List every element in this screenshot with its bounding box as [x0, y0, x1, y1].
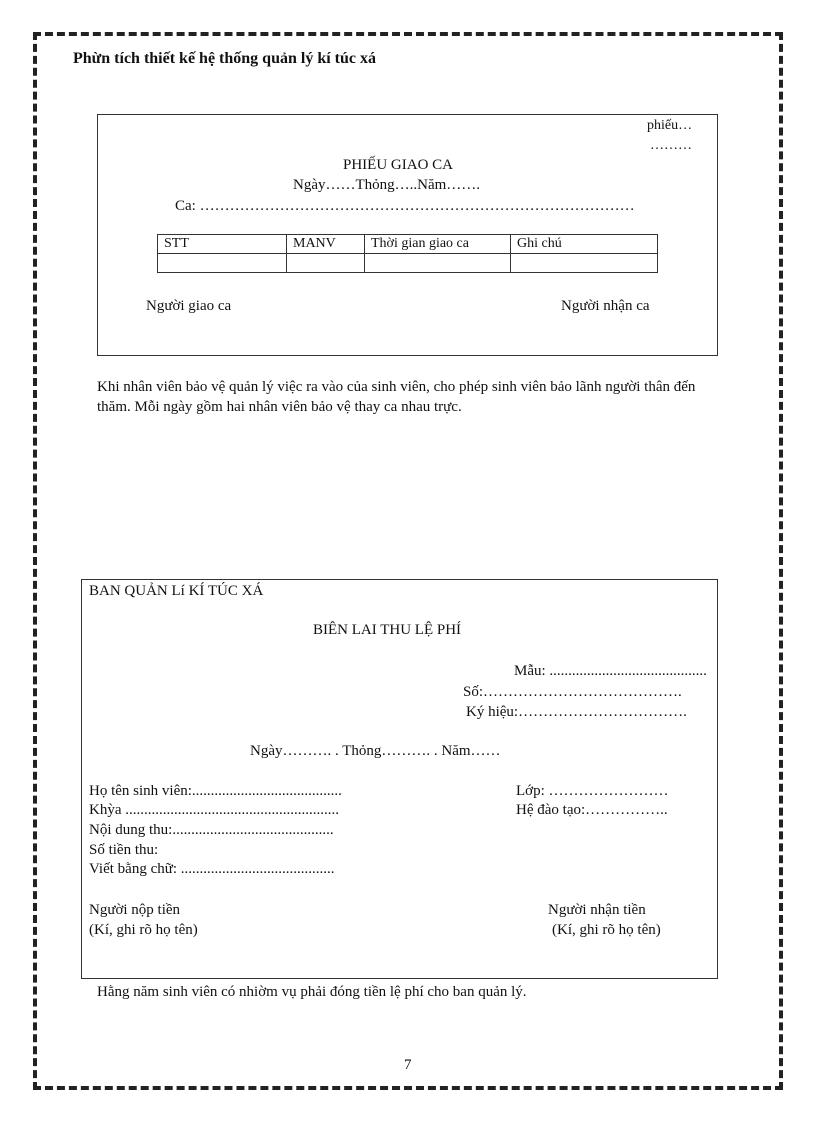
receipt-student-name: Họ tên sinh viên:........................................	[89, 783, 342, 799]
paragraph-2: Hằng năm sinh viên có nhiờm vụ phải đóng tiền lệ phí cho ban quản lý.	[97, 984, 527, 1000]
table-header-cell: STT	[158, 235, 287, 254]
receipt-payer-note: (Kí, ghi rõ họ tên)	[89, 922, 198, 938]
table-cell	[511, 254, 658, 273]
table-cell	[158, 254, 287, 273]
receipt-amount: Số tiền thu:	[89, 842, 159, 858]
receipt-payer: Người nộp tiền	[89, 902, 181, 918]
page-title: Phừn tích thiết kế hệ thống quản lý kí túc xá	[73, 50, 376, 67]
receipt-collector: Người nhận tiền	[548, 902, 646, 918]
handover-receiver: Người nhận ca	[561, 298, 650, 314]
receipt-org: BAN QUẢN Lí KÍ TÚC XÁ	[89, 583, 264, 599]
receipt-symbol: Ký hiệu:…………………………….	[466, 704, 687, 720]
handover-date-line: Ngày……Thỏng…..Năm…….	[293, 177, 481, 193]
form-corner-dots: ………	[650, 138, 692, 153]
handover-heading: PHIẾU GIAO CA	[343, 157, 453, 173]
receipt-number: Số:………………………………….	[463, 684, 682, 700]
form-corner-label: phiếu…	[647, 118, 693, 133]
receipt-faculty: Khỳa .........................................................	[89, 802, 339, 818]
receipt-collector-note: (Kí, ghi rõ họ tên)	[552, 922, 661, 938]
handover-table	[157, 234, 658, 273]
table-header-cell: Thời gian giao ca	[365, 235, 511, 254]
handover-shift-line: Ca: ……………………………………………………………………………	[175, 198, 635, 214]
table-row	[158, 254, 658, 273]
page-number: 7	[404, 1057, 412, 1073]
receipt-content: Nội dung thu:...........................................	[89, 822, 334, 838]
receipt-box	[81, 579, 718, 979]
receipt-date-line: Ngày………. . Thỏng………. . Năm……	[250, 743, 501, 759]
receipt-class: Lớp: ……………………	[516, 783, 669, 799]
table-header-cell: MANV	[287, 235, 365, 254]
receipt-heading: BIÊN LAI THU LỆ PHÍ	[313, 622, 462, 638]
handover-giver: Người giao ca	[146, 298, 232, 314]
receipt-form-code: Mẫu: ..........................................	[514, 663, 707, 679]
table-header-cell: Ghi chú	[511, 235, 658, 254]
table-cell	[365, 254, 511, 273]
receipt-in-words: Viết bằng chữ: .........................................	[89, 861, 335, 877]
paragraph-1: Khi nhân viên bảo vệ quản lý việc ra vào của sinh viên, cho phép sinh viên bảo lãnh người thân đến thăm. Mỗi ngày gồm hai nhân viên bảo vệ thay ca nhau trực.	[97, 379, 696, 415]
table-header-row	[158, 235, 658, 254]
receipt-training: Hệ đào tạo:……………..	[516, 802, 668, 818]
table-cell	[287, 254, 365, 273]
